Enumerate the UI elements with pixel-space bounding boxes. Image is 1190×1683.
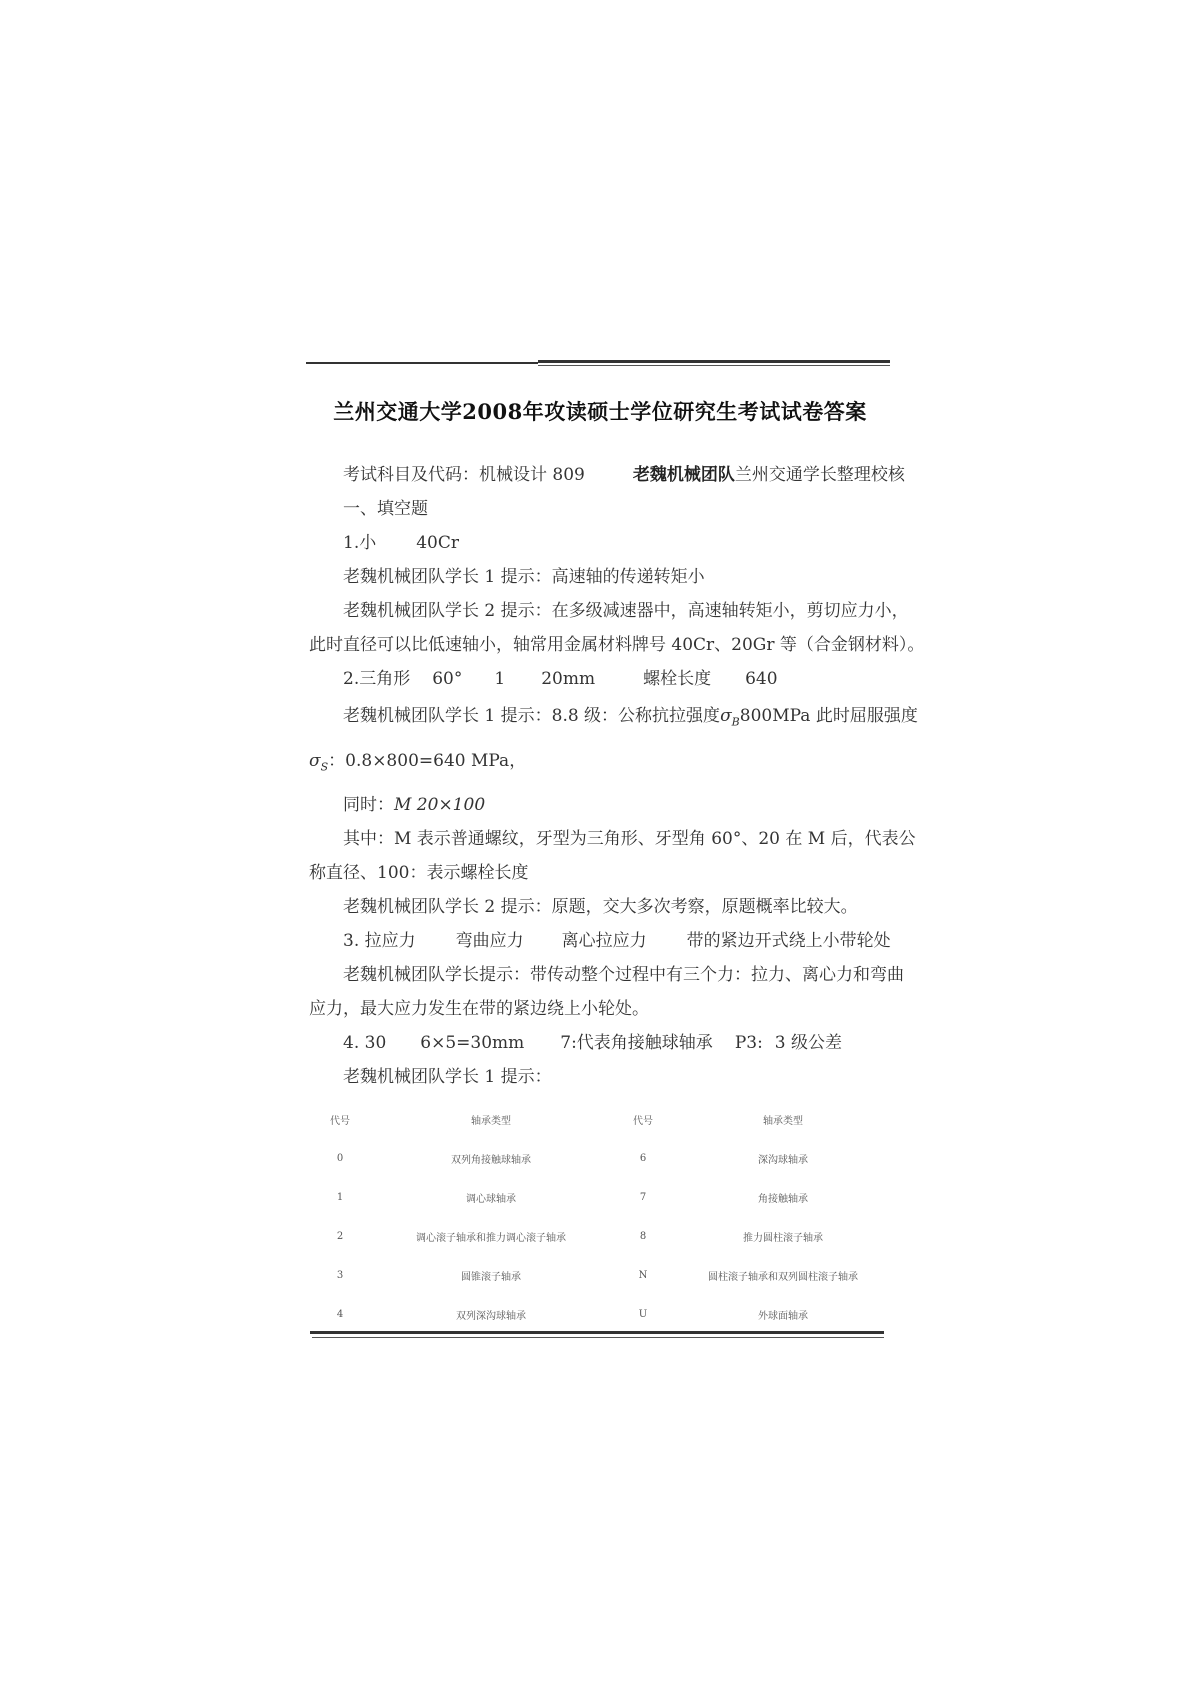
- top-rule-right-under: [538, 365, 890, 366]
- bottom-rule-under: [312, 1337, 884, 1338]
- top-rule-right: [538, 360, 890, 363]
- answer-2-value-c: 1: [494, 669, 506, 689]
- answer-2-note-line-1: 其中：M 表示普通螺纹，牙型为三角形、牙型角 60°、20 在 M 后，代表公: [343, 829, 916, 849]
- answer-3: [343, 929, 891, 953]
- team-note: 兰州交通学长整理校核: [734, 465, 905, 485]
- answer-3-tension: 3. 拉应力: [343, 931, 416, 951]
- table-cell: 6: [639, 1153, 647, 1164]
- table-cell: 调心滚子轴承和推力调心滚子轴承: [416, 1233, 566, 1244]
- bearing-type-table: [308, 1100, 890, 1334]
- table-cell: 双列深沟球轴承: [456, 1311, 526, 1322]
- answer-2-note-line-2: 称直径、100：表示螺栓长度: [309, 863, 529, 883]
- table-cell: 双列角接触球轴承: [451, 1155, 531, 1166]
- section-heading: 一、填空题: [343, 499, 428, 519]
- answer-2-diameter: 20mm: [541, 669, 596, 689]
- answer-2-tip-1-line-1: [343, 704, 918, 734]
- answer-2-tip-1-text: 老魏机械团队学长 1 提示：8.8 级：公称抗拉强度: [343, 706, 721, 726]
- table-cell: 0: [336, 1153, 344, 1164]
- table-row: [308, 1139, 890, 1178]
- answer-4-class-code: P3:: [734, 1033, 763, 1053]
- table-row: [308, 1295, 890, 1334]
- table-row: [308, 1256, 890, 1295]
- table-header-cell: 代号: [330, 1116, 350, 1127]
- table-header-cell: 代号: [633, 1116, 653, 1127]
- answer-4: [343, 1031, 842, 1055]
- answer-2-tip-1-line-2: [309, 749, 526, 779]
- table-cell: 调心球轴承: [466, 1194, 516, 1205]
- answer-1-tip-1: 老魏机械团队学长 1 提示：高速轴的传递转矩小: [343, 567, 705, 587]
- answer-2: [343, 667, 778, 691]
- answer-1-tip-2-line-1: 老魏机械团队学长 2 提示：在多级减速器中，高速轴转矩小，剪切应力小，: [343, 601, 909, 621]
- answer-2-stress: 640: [745, 669, 778, 689]
- answer-4-num: 4. 30: [343, 1033, 387, 1053]
- answer-4-tip: 老魏机械团队学长 1 提示：: [343, 1067, 552, 1087]
- team-name: 老魏机械团队: [632, 465, 735, 485]
- answer-2-tip-1-text-b: 800MPa 此时屈服强度: [739, 706, 918, 726]
- table-cell: 推力圆柱滚子轴承: [743, 1233, 823, 1244]
- answer-3-location: 带的紧边开式绕上小带轮处: [686, 931, 891, 951]
- answer-3-centrifugal: 离心拉应力: [561, 931, 647, 951]
- answer-1-num: 1.小: [343, 533, 377, 553]
- thread-designation: M 20×100: [394, 795, 486, 815]
- answer-3-tip-line-1: 老魏机械团队学长提示：带传动整个过程中有三个力：拉力、离心力和弯曲: [343, 965, 904, 985]
- answer-1: [343, 531, 459, 555]
- table-cell: N: [638, 1270, 648, 1281]
- table-cell: 8: [639, 1231, 647, 1242]
- answer-2-length: 螺栓长度: [643, 669, 712, 689]
- answer-3-tip-line-2: 应力，最大应力发生在带的紧边绕上小轮处。: [309, 999, 649, 1019]
- answer-3-bending: 弯曲应力: [455, 931, 524, 951]
- answer-2-tip-2: 老魏机械团队学长 2 提示：原题，交大多次考察，原题概率比较大。: [343, 897, 858, 917]
- answer-4-type: 7:代表角接触球轴承: [560, 1033, 713, 1053]
- answer-4-calc: 6×5=30mm: [420, 1033, 525, 1053]
- yield-strength-calc: ：0.8×800=640 MPa，: [328, 751, 527, 771]
- exam-subject: 考试科目及代码：机械设计 809: [343, 465, 585, 485]
- table-cell: 角接触轴承: [758, 1194, 808, 1205]
- table-cell: 深沟球轴承: [758, 1155, 808, 1166]
- table-cell: 3: [336, 1270, 344, 1281]
- table-row: [308, 1178, 890, 1217]
- table-header-cell: 轴承类型: [471, 1116, 511, 1127]
- sigma-s-subscript: S: [320, 760, 329, 774]
- table-header-row: [308, 1100, 890, 1139]
- table-cell: 圆锥滚子轴承: [461, 1272, 521, 1283]
- table-header-cell: 轴承类型: [763, 1116, 803, 1127]
- table-cell: 圆柱滚子轴承和双列圆柱滚子轴承: [708, 1272, 858, 1283]
- table-cell: 外球面轴承: [758, 1311, 808, 1322]
- answer-4-class: 3 级公差: [774, 1033, 843, 1053]
- table-cell: U: [638, 1309, 648, 1320]
- table-cell: 1: [336, 1192, 344, 1203]
- exam-header: [343, 463, 905, 487]
- page-title: 兰州交通大学2008年攻读硕士学位研究生考试试卷答案: [333, 399, 867, 424]
- sigma-s-symbol: σ: [309, 751, 321, 771]
- sigma-b-subscript: B: [731, 715, 740, 729]
- table-row: [308, 1217, 890, 1256]
- same-label: 同时：: [343, 795, 394, 815]
- answer-2-same: [343, 793, 485, 817]
- answer-1-material: 40Cr: [416, 533, 459, 553]
- table-cell: 7: [639, 1192, 647, 1203]
- table-cell: 4: [336, 1309, 344, 1320]
- sigma-b-symbol: σ: [720, 706, 732, 726]
- top-rule-left: [306, 362, 538, 364]
- table-cell: 2: [336, 1231, 344, 1242]
- answer-2-thread-form: 2.三角形: [343, 669, 411, 689]
- bottom-rule: [310, 1331, 884, 1334]
- answer-2-angle: 60°: [432, 669, 463, 689]
- answer-1-tip-2-line-2: 此时直径可以比低速轴小，轴常用金属材料牌号 40Cr、20Gr 等（合金钢材料）。: [309, 635, 925, 655]
